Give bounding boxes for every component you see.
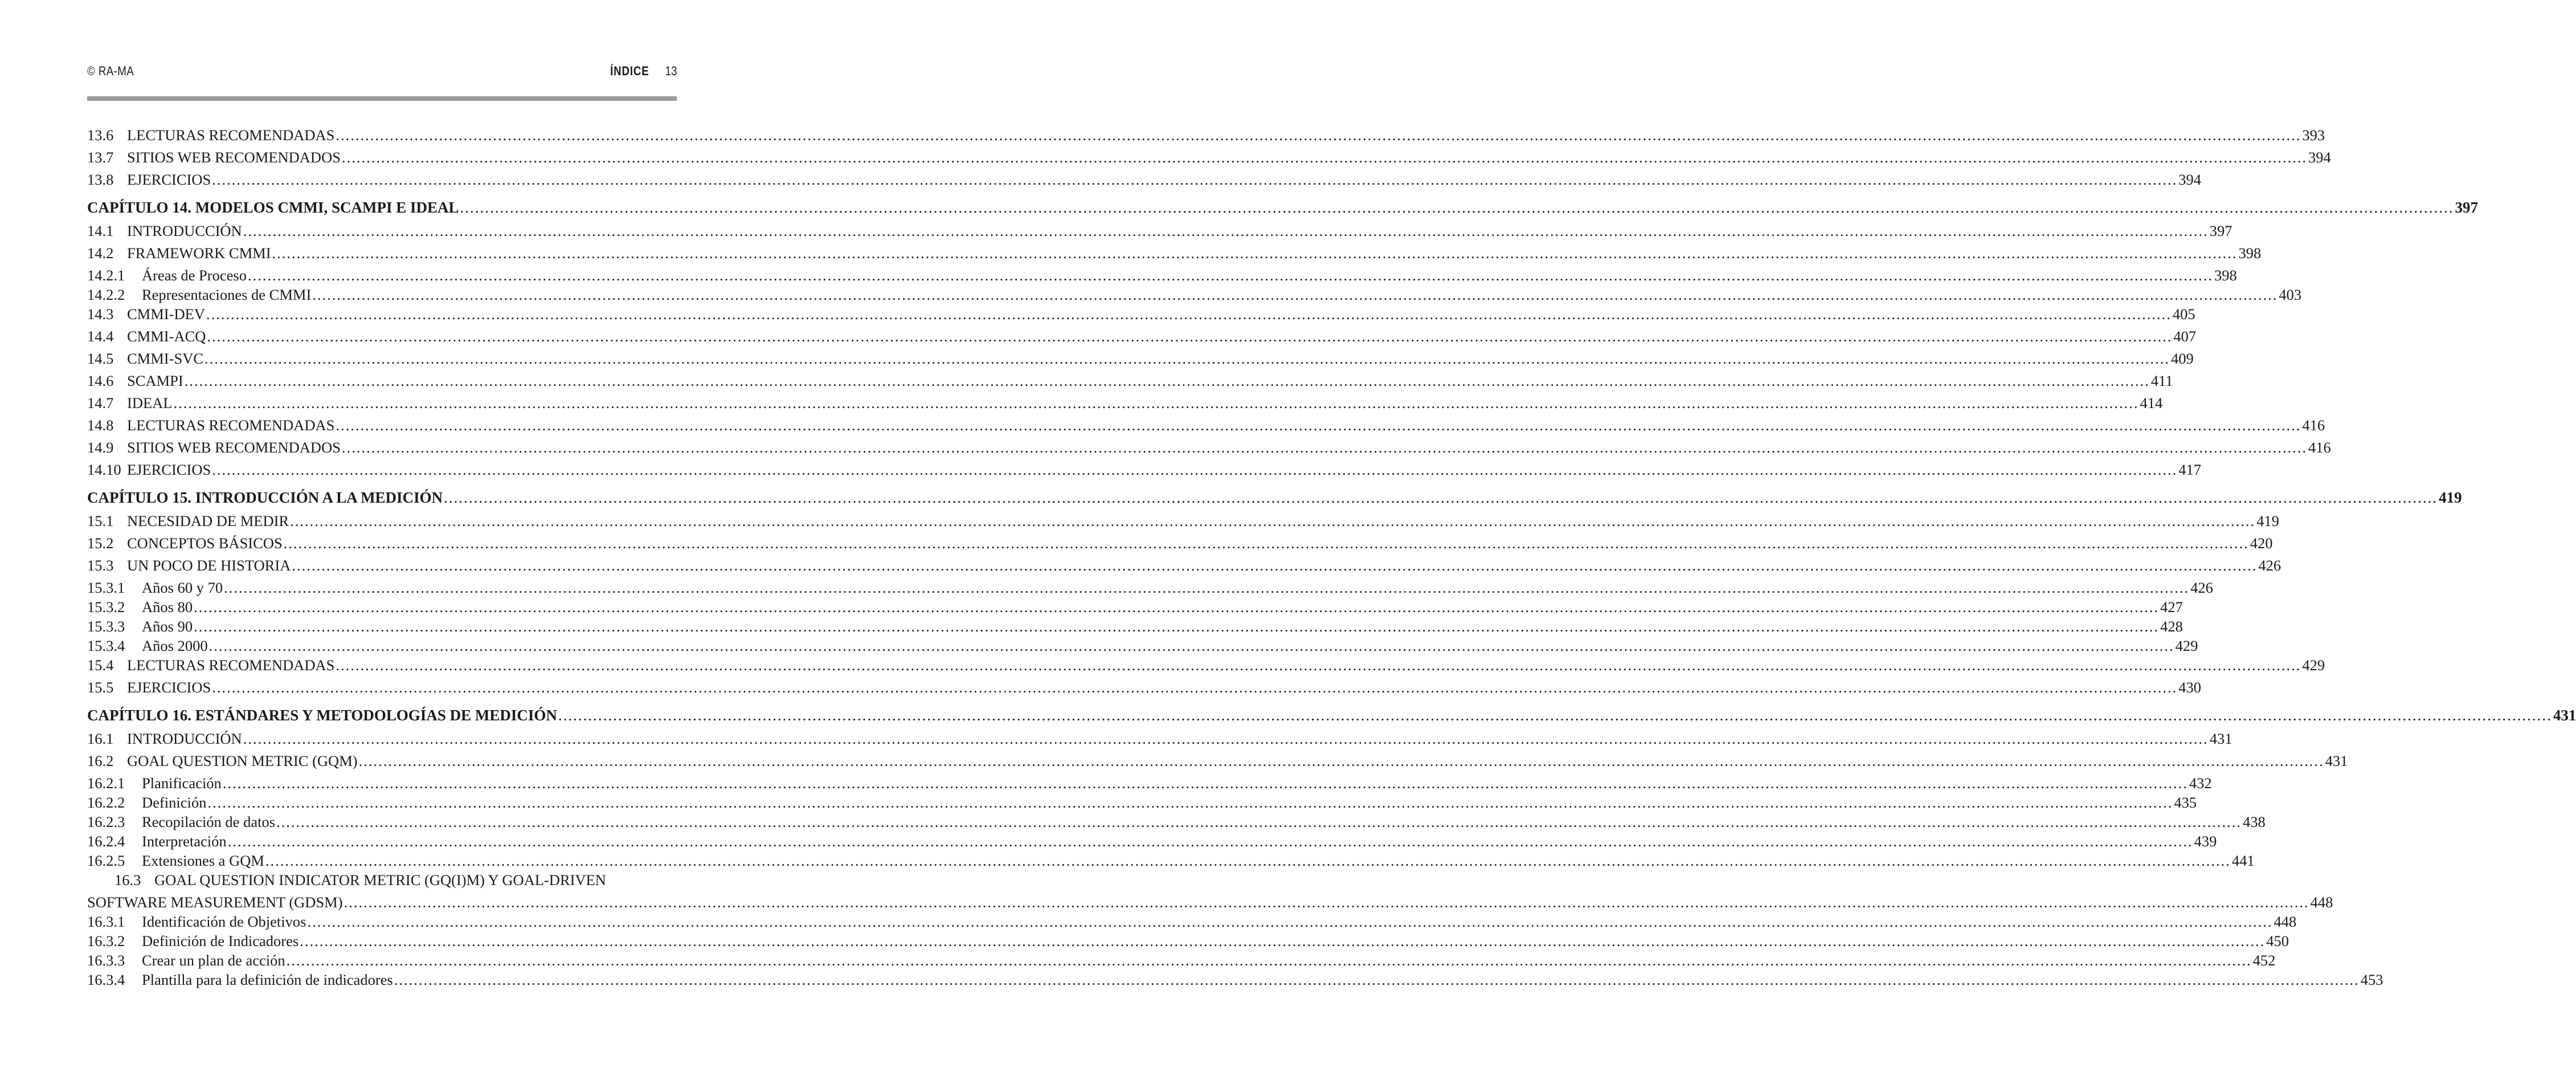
dot-leader: ................................................................................................................................................................................................................................................................................................................................................................................................................ [222,775,2188,792]
dot-leader: ................................................................................................................................................................................................................................................................................................................................................................................................................ [290,512,2256,529]
table-of-contents [87,127,2576,991]
toc-section-entry[interactable] [87,535,2273,557]
toc-subsection-entry[interactable] [87,267,2237,286]
toc-page-number: 419 [2439,489,2462,506]
dot-leader: ................................................................................................................................................................................................................................................................................................................................................................................................................ [194,598,2160,616]
toc-page-number: 393 [2302,127,2325,144]
header-rule [87,96,677,101]
toc-number: 16.3.4 [87,971,125,988]
dot-leader: ................................................................................................................................................................................................................................................................................................................................................................................................................ [460,199,2454,216]
toc-title: LECTURAS RECOMENDADAS [127,417,335,434]
toc-title: IDEAL [127,394,173,411]
dot-leader: ................................................................................................................................................................................................................................................................................................................................................................................................................ [341,439,2307,456]
toc-title: Años 80 [142,598,193,616]
toc-page-number: 426 [2190,579,2213,596]
toc-number: 15.3 [87,557,114,574]
dot-leader: ................................................................................................................................................................................................................................................................................................................................................................................................................ [312,286,2278,303]
dot-leader: ................................................................................................................................................................................................................................................................................................................................................................................................................ [206,305,2172,323]
toc-page-number: 398 [2238,244,2262,262]
dot-leader: ................................................................................................................................................................................................................................................................................................................................................................................................................ [444,489,2438,506]
dot-leader: ................................................................................................................................................................................................................................................................................................................................................................................................................ [194,618,2160,635]
toc-section-entry[interactable] [87,305,2195,328]
toc-title: CAPÍTULO 15. INTRODUCCIÓN A LA MEDICIÓN [87,489,443,506]
toc-page-number: 441 [2231,852,2255,869]
toc-title: SITIOS WEB RECOMENDADOS [127,149,341,166]
dot-leader: ................................................................................................................................................................................................................................................................................................................................................................................................................ [292,557,2258,574]
toc-page-number: 414 [2140,394,2163,411]
toc-title: LECTURAS RECOMENDADAS [127,657,335,674]
toc-page-number: 407 [2173,328,2197,345]
toc-number: 15.3.2 [87,598,125,616]
dot-leader: ................................................................................................................................................................................................................................................................................................................................................................................................................ [227,833,2193,850]
toc-number: 16.2.2 [87,794,125,811]
dot-leader: ................................................................................................................................................................................................................................................................................................................................................................................................................ [207,794,2173,811]
toc-title: NECESIDAD DE MEDIR [127,512,289,529]
dot-leader: ................................................................................................................................................................................................................................................................................................................................................................................................................ [286,952,2252,969]
toc-page-number: 450 [2266,932,2289,949]
dot-leader: ................................................................................................................................................................................................................................................................................................................................................................................................................ [300,932,2266,949]
toc-section-entry[interactable] [87,127,2325,149]
toc-section-entry[interactable] [87,350,2194,372]
toc-section-entry[interactable] [87,328,2197,350]
toc-title: CAPÍTULO 16. ESTÁNDARES Y METODOLOGÍAS DE MEDICIÓN [87,707,557,724]
toc-number: 16.1 [87,730,114,747]
dot-leader: ................................................................................................................................................................................................................................................................................................................................................................................................................ [394,971,2360,988]
toc-number: 16.3.1 [87,913,125,930]
toc-number: 15.5 [87,679,114,696]
dot-leader: ................................................................................................................................................................................................................................................................................................................................................................................................................ [336,417,2301,434]
toc-page-number: 448 [2274,913,2297,930]
toc-title: SOFTWARE MEASUREMENT (GDSM) [87,894,343,911]
toc-number: 16.2.1 [87,775,125,792]
section-title: ÍNDICE [610,64,649,78]
toc-number: 14.8 [87,417,114,434]
dot-leader: ................................................................................................................................................................................................................................................................................................................................................................................................................ [173,394,2139,411]
dot-leader: ................................................................................................................................................................................................................................................................................................................................................................................................................ [558,707,2552,724]
toc-title: Interpretación [142,833,227,850]
toc-title: EJERCICIOS [127,171,211,188]
toc-number: 14.3 [87,305,114,323]
toc-section-entry[interactable] [87,730,2232,752]
toc-title: SITIOS WEB RECOMENDADOS [127,439,341,456]
toc-title: GOAL QUESTION INDICATOR METRIC (GQ(I)M) Y GOAL-DRIVEN [154,871,606,888]
toc-page-number: 398 [2214,267,2237,284]
toc-title: Plantilla para la definición de indicadores [142,971,393,988]
toc-title: Años 60 y 70 [142,579,223,596]
toc-number: 16.2.3 [87,813,125,830]
toc-title: Definición [142,794,207,811]
toc-number: 15.4 [87,657,114,674]
toc-number: 14.4 [87,328,114,345]
toc-number: 15.2 [87,535,114,552]
toc-section-entry[interactable] [87,557,2281,579]
toc-section-entry[interactable] [87,372,2173,394]
toc-number: 16.2 [87,752,114,769]
dot-leader: ................................................................................................................................................................................................................................................................................................................................................................................................................ [247,267,2213,284]
toc-number: 13.8 [87,171,114,188]
toc-number: 16.2.5 [87,852,125,869]
toc-title: CONCEPTOS BÁSICOS [127,535,283,552]
page-header [87,62,677,84]
toc-page-number: 428 [2160,618,2183,635]
toc-title: Áreas de Proceso [142,267,247,284]
toc-page-number: 439 [2194,833,2217,850]
toc-page-number: 419 [2256,512,2279,529]
toc-page-number: 453 [2360,971,2383,988]
dot-leader: ................................................................................................................................................................................................................................................................................................................................................................................................................ [358,752,2324,769]
toc-title: Planificación [142,775,222,792]
toc-subsection-entry[interactable] [87,637,2198,657]
toc-title: FRAMEWORK CMMI [127,244,271,262]
toc-page-number: 394 [2308,149,2331,166]
page-number: 13 [665,64,677,78]
publisher-copyright: © RA-MA [87,64,134,78]
toc-chapter-entry[interactable] [87,199,2479,222]
toc-number: 14.9 [87,439,114,456]
dot-leader: ................................................................................................................................................................................................................................................................................................................................................................................................................ [307,913,2273,930]
toc-title: LECTURAS RECOMENDADAS [127,127,335,144]
toc-number: 13.7 [87,149,114,166]
toc-page-number: 438 [2243,813,2266,830]
toc-number: 14.2.1 [87,267,125,284]
toc-number: 16.2.4 [87,833,125,850]
toc-section-entry[interactable] [87,244,2262,267]
toc-subsection-entry[interactable] [87,932,2289,952]
toc-title: EJERCICIOS [127,461,211,478]
dot-leader: ................................................................................................................................................................................................................................................................................................................................................................................................................ [207,328,2173,345]
toc-subsection-entry[interactable] [87,833,2217,852]
toc-subsection-entry[interactable] [87,775,2212,794]
toc-section-entry[interactable] [87,512,2279,535]
toc-chapter-entry[interactable] [87,707,2576,730]
toc-page-number: 431 [2553,707,2576,724]
toc-title: GOAL QUESTION METRIC (GQM) [127,752,358,769]
toc-title: Representaciones de CMMI [142,286,312,303]
toc-number: 14.6 [87,372,114,389]
toc-entry-continuation[interactable] [87,894,2333,913]
toc-number: 15.3.3 [87,618,125,635]
toc-number: 15.3.4 [87,637,125,654]
toc-section-entry[interactable] [87,171,2201,193]
toc-number: 14.1 [87,222,114,239]
toc-title: Años 90 [142,618,193,635]
toc-number: 15.1 [87,512,114,529]
toc-title: Años 2000 [142,637,208,654]
dot-leader: ................................................................................................................................................................................................................................................................................................................................................................................................................ [243,222,2209,239]
toc-page-number: 431 [2325,752,2348,769]
toc-subsection-entry[interactable] [87,286,2302,305]
toc-title: INTRODUCCIÓN [127,730,242,747]
dot-leader: ................................................................................................................................................................................................................................................................................................................................................................................................................ [272,244,2238,262]
dot-leader: ................................................................................................................................................................................................................................................................................................................................................................................................................ [336,657,2301,674]
toc-page-number: 420 [2250,535,2273,552]
dot-leader: ................................................................................................................................................................................................................................................................................................................................................................................................................ [212,679,2178,696]
toc-title: EJERCICIOS [127,679,211,696]
toc-title: CMMI-ACQ [127,328,206,345]
toc-page-number: 431 [2209,730,2232,747]
toc-section-entry[interactable] [87,679,2201,701]
toc-page-number: 429 [2302,657,2325,674]
toc-chapter-entry[interactable] [87,489,2462,512]
toc-subsection-entry[interactable] [87,579,2213,598]
toc-number: 15.3.1 [87,579,125,596]
dot-leader: ................................................................................................................................................................................................................................................................................................................................................................................................................ [283,535,2249,552]
toc-number: 14.2 [87,244,114,262]
toc-title: Identificación de Objetivos [142,913,306,930]
toc-subsection-entry[interactable] [87,813,2266,833]
toc-subsection-entry[interactable] [87,618,2183,637]
dot-leader: ................................................................................................................................................................................................................................................................................................................................................................................................................ [243,730,2209,747]
toc-title: Definición de Indicadores [142,932,299,949]
toc-page-number: 411 [2150,372,2173,389]
toc-title: CMMI-SVC [127,350,204,367]
toc-page-number: 403 [2279,286,2302,303]
toc-section-entry[interactable] [87,657,2325,679]
toc-page-number: 397 [2209,222,2232,239]
dot-leader: ................................................................................................................................................................................................................................................................................................................................................................................................................ [205,350,2170,367]
toc-subsection-entry[interactable] [87,952,2276,971]
toc-number: 16.3.2 [87,932,125,949]
dot-leader: ................................................................................................................................................................................................................................................................................................................................................................................................................ [276,813,2242,830]
toc-page-number: 409 [2171,350,2194,367]
toc-page-number: 405 [2172,305,2195,323]
toc-number: 13.6 [87,127,114,144]
toc-title: UN POCO DE HISTORIA [127,557,291,574]
toc-page-number: 427 [2160,598,2183,616]
toc-number: 14.10 [87,461,121,478]
toc-section-entry[interactable] [87,394,2163,417]
toc-title: SCAMPI [127,372,183,389]
toc-title: CAPÍTULO 14. MODELOS CMMI, SCAMPI E IDEAL [87,199,459,216]
toc-number: 14.7 [87,394,114,411]
toc-subsection-entry[interactable] [87,852,2255,871]
toc-section-entry[interactable] [87,417,2325,439]
toc-section-entry[interactable] [87,871,677,894]
dot-leader: ................................................................................................................................................................................................................................................................................................................................................................................................................ [265,852,2231,869]
toc-subsection-entry[interactable] [87,598,2183,618]
toc-section-entry[interactable] [87,222,2232,244]
dot-leader: ................................................................................................................................................................................................................................................................................................................................................................................................................ [212,171,2178,188]
toc-page-number: 429 [2175,637,2198,654]
toc-page-number: 430 [2178,679,2201,696]
dot-leader: ................................................................................................................................................................................................................................................................................................................................................................................................................ [336,127,2301,144]
toc-number: 14.5 [87,350,114,367]
toc-page-number: 394 [2178,171,2201,188]
toc-number: 14.2.2 [87,286,125,303]
toc-page-number: 432 [2189,775,2212,792]
toc-subsection-entry[interactable] [87,971,2383,991]
toc-title: Crear un plan de acción [142,952,285,969]
dot-leader: ................................................................................................................................................................................................................................................................................................................................................................................................................ [212,461,2178,478]
toc-page-number: 417 [2178,461,2201,478]
dot-leader: ................................................................................................................................................................................................................................................................................................................................................................................................................ [344,894,2309,911]
toc-section-entry[interactable] [87,149,2331,171]
dot-leader: ................................................................................................................................................................................................................................................................................................................................................................................................................ [341,149,2307,166]
toc-page-number: 452 [2252,952,2276,969]
toc-title: Extensiones a GQM [142,852,264,869]
toc-subsection-entry[interactable] [87,913,2297,932]
toc-subsection-entry[interactable] [87,794,2197,813]
toc-title: INTRODUCCIÓN [127,222,242,239]
toc-page-number: 448 [2310,894,2333,911]
toc-page-number: 397 [2455,199,2479,216]
toc-title: Recopilación de datos [142,813,276,830]
toc-page-number: 416 [2308,439,2331,456]
toc-page-number: 416 [2302,417,2325,434]
dot-leader: ................................................................................................................................................................................................................................................................................................................................................................................................................ [224,579,2190,596]
running-head [603,64,677,79]
toc-number: 16.3.3 [87,952,125,969]
toc-title: CMMI-DEV [127,305,205,323]
toc-section-entry[interactable] [87,461,2201,483]
dot-leader: ................................................................................................................................................................................................................................................................................................................................................................................................................ [184,372,2150,389]
toc-section-entry[interactable] [87,752,2348,775]
dot-leader: ................................................................................................................................................................................................................................................................................................................................................................................................................ [208,637,2174,654]
toc-section-entry[interactable] [87,439,2331,461]
toc-number: 16.3 [115,871,141,888]
toc-page-number: 435 [2174,794,2197,811]
toc-page-number: 426 [2258,557,2281,574]
